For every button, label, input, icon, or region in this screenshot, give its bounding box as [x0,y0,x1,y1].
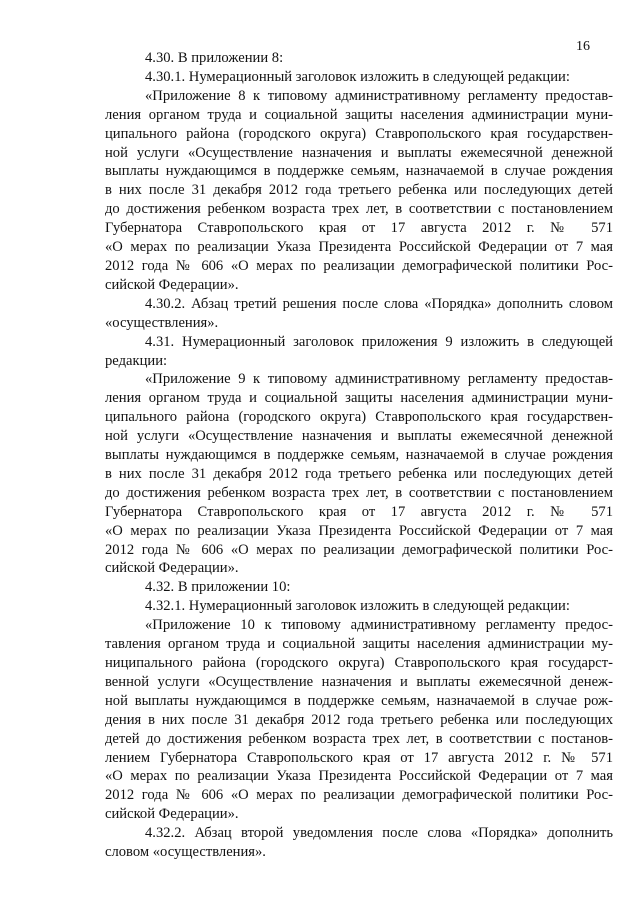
text-line: 4.32.2. Абзац второй уведомления после слова «Порядка» дополнить [145,825,613,842]
paragraph [105,49,613,68]
text-line: ципального района (городского округа) Ставропольского края государствен- [105,125,613,142]
text-line: ниципального района (городского округа) Ставропольского края государст- [105,655,613,671]
paragraph [105,68,613,87]
text-line: словом «осуществления». [105,844,266,861]
paragraph [105,597,613,616]
text-line: ципального района (городского округа) Ставропольского края государствен- [105,409,613,426]
text-line: «О мерах по реализации Указа Президента Российской Федерации от 7 мая [105,522,613,539]
text-line: «Приложение 8 к типовому административному регламенту предостав- [145,87,613,104]
paragraph [105,370,613,578]
text-line: сийской Федерации». [105,560,239,577]
text-line: Губернатора Ставропольского края от 17 августа 2012 г. № 571 [105,220,613,237]
text-line: до достижения ребенком возраста трех лет, в соответствии с постановлением [105,201,613,218]
text-line: сийской Федерации». [105,276,239,293]
text-line: детей до достижения ребенком возраста трех лет, в соответствии с постанов- [105,730,613,747]
text-line: в них после 31 декабря 2012 года третьего ребенка или последующих детей [105,465,613,482]
paragraph [105,616,613,824]
text-line: венной услуги «Осуществление назначения и выплаты ежемесячной денеж- [105,673,613,690]
text-line: дения в них после 31 декабря 2012 года третьего ребенка или последующих [105,711,613,728]
text-line: ной услуги «Осуществление назначения и выплаты ежемесячной денежной [105,428,613,445]
text-line: 4.31. Нумерационный заголовок приложения 9 изложить в следующей [145,333,613,350]
text-line: лением Губернатора Ставропольского края от 17 августа 2012 г. № 571 [105,749,613,766]
text-line: «О мерах по реализации Указа Президента Российской Федерации от 7 мая [105,239,613,256]
text-line: 4.32. В приложении 10: [145,579,291,596]
text-line: тавления органом труда и социальной защиты населения администрации му- [105,636,613,653]
text-line: «Приложение 10 к типовому административному регламенту предос- [145,617,613,634]
text-line: ления органом труда и социальной защиты населения администрации муни- [105,106,613,123]
text-line: «О мерах по реализации Указа Президента Российской Федерации от 7 мая [105,768,613,785]
text-line: 2012 года № 606 «О мерах по реализации демографической политики Рос- [105,541,613,558]
text-line: 4.30.2. Абзац третий решения после слова «Порядка» дополнить словом [145,295,613,312]
paragraph [105,295,613,333]
text-line: «Приложение 9 к типовому административному регламенту предостав- [145,371,613,388]
text-line: до достижения ребенком возраста трех лет, в соответствии с постановлением [105,484,613,501]
text-line: 4.32.1. Нумерационный заголовок изложить в следующей редакции: [145,598,570,615]
paragraph [105,578,613,597]
text-line: Губернатора Ставропольского края от 17 августа 2012 г. № 571 [105,503,613,520]
paragraph [105,333,613,371]
text-line: выплаты нуждающимся в поддержке семьям, назначаемой в случае рождения [105,163,613,180]
paragraph [105,87,613,295]
text-line: «осуществления». [105,314,219,331]
text-line: 4.30. В приложении 8: [145,50,284,66]
text-line: ления органом труда и социальной защиты населения администрации муни- [105,390,613,407]
document-body [105,49,613,862]
text-line: редакции: [105,352,168,369]
text-line: ной выплаты нуждающимся в поддержке семьям, назначаемой в случае рож- [105,692,613,709]
text-line: в них после 31 декабря 2012 года третьего ребенка или последующих детей [105,182,613,199]
text-line: ной услуги «Осуществление назначения и выплаты ежемесячной денежной [105,144,613,161]
paragraph [105,824,613,862]
text-line: выплаты нуждающимся в поддержке семьям, назначаемой в случае рождения [105,447,613,464]
text-line: 2012 года № 606 «О мерах по реализации демографической политики Рос- [105,787,613,804]
text-line: сийской Федерации». [105,806,239,823]
text-line: 2012 года № 606 «О мерах по реализации демографической политики Рос- [105,257,613,274]
text-line: 4.30.1. Нумерационный заголовок изложить в следующей редакции: [145,68,570,85]
page-number: 16 [576,39,590,54]
